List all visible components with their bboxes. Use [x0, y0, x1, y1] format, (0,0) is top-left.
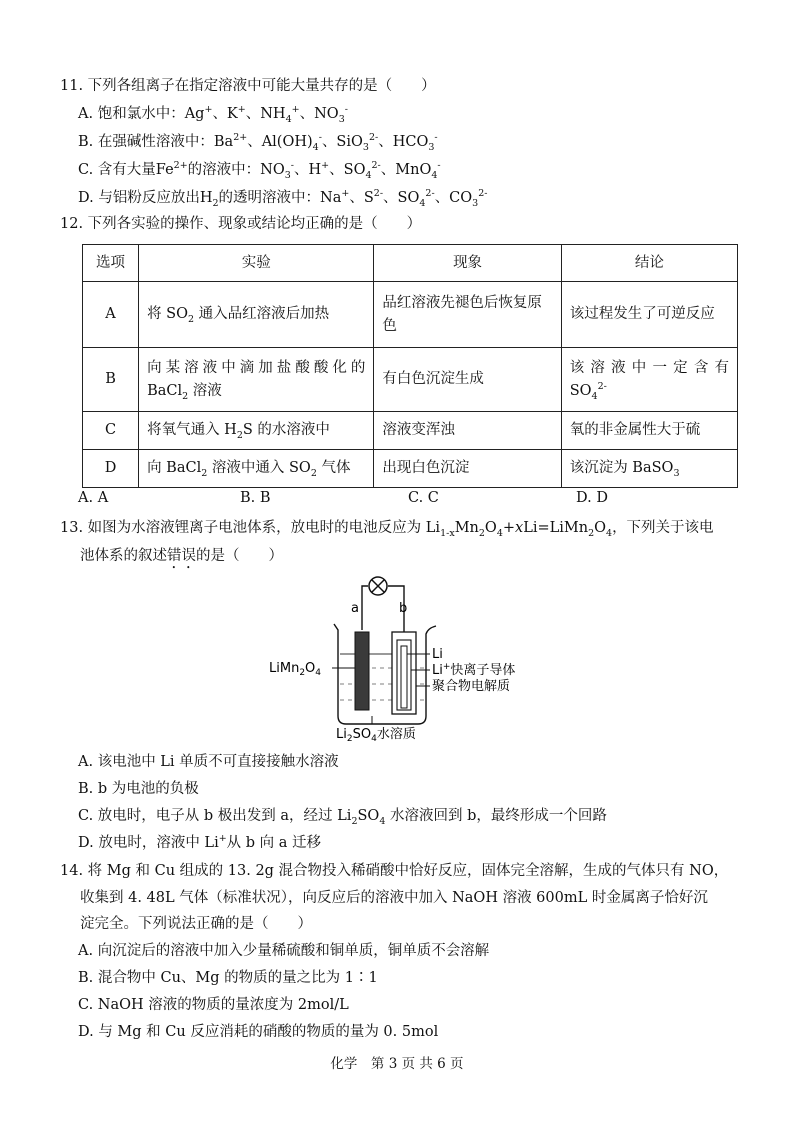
q11-stem: 11. 下列各组离子在指定溶液中可能大量共存的是（ ）	[60, 78, 436, 94]
q14-option-c: C. NaOH 溶液的物质的量浓度为 2mol/L	[78, 997, 349, 1013]
q11-option-b: B. 在强碱性溶液中：$Ba^{2+}$、$Al(OH)_4^-$、SiO$_3^{2-}$、$HCO_3^-$	[78, 132, 438, 153]
row-experiment: 向某溶液中滴加盐酸酸化的 BaCl$_2$ 溶液	[139, 348, 374, 412]
label-li: Li	[432, 647, 443, 662]
bulb-icon	[369, 577, 387, 595]
limn2o4-electrode	[355, 632, 369, 710]
q13-option-d: D. 放电时，溶液中 Li+从 b 向 a 迁移	[78, 833, 322, 851]
q12-choice-b: B. B	[240, 490, 271, 506]
q14-stem-line2: 收集到 4. 48L 气体（标准状况），向反应后的溶液中加入 NaOH 溶液 600mL 时金属离子恰好沉	[80, 890, 708, 906]
table-row	[83, 412, 738, 450]
label-polymer: 聚合物电解质	[432, 679, 511, 694]
row-conclusion: 该过程发生了可逆反应	[561, 282, 737, 348]
label-conductor: Li+快离子导体	[432, 662, 516, 678]
q11-option-d: D. 与铝粉反应放出$H_2$的透明溶液中：Na+、$S^{2-}$、$SO_4^{2-}$、$CO_3^{2-}$	[78, 188, 488, 209]
q14-stem-line1: 14. 将 Mg 和 Cu 组成的 13. 2g 混合物投入稀硝酸中恰好反应，固体完全溶解，生成的气体只有 NO，	[60, 863, 729, 879]
table-row	[83, 348, 738, 412]
label-b: b	[399, 601, 408, 616]
q13-option-b: B. b 为电池的负极	[78, 781, 199, 797]
row-phenomenon: 品红溶液先褪色后恢复原色	[374, 282, 561, 348]
row-conclusion: 该溶液中一定含有 $SO_4^{2-}$	[561, 348, 737, 412]
row-option: B	[83, 348, 139, 412]
row-phenomenon: 有白色沉淀生成	[374, 348, 561, 412]
header-option: 选项	[83, 245, 139, 282]
q14-option-d: D. 与 Mg 和 Cu 反应消耗的硝酸的物质的量为 0. 5mol	[78, 1024, 439, 1040]
table-header-row	[83, 245, 738, 282]
q12-table	[82, 244, 738, 488]
q13-option-c: C. 放电时，电子从 b 极出发到 a，经过 $Li_2SO_4$ 水溶液回到 b，最终形成一个回路	[78, 808, 607, 827]
table-row	[83, 450, 738, 488]
row-phenomenon: 出现白色沉淀	[374, 450, 561, 488]
q14-option-a: A. 向沉淀后的溶液中加入少量稀硫酸和铜单质，铜单质不会溶解	[78, 943, 490, 959]
row-experiment: 将氧气通入 $H_2S$ 的水溶液中	[139, 412, 374, 450]
q13-stem-line1: 13. 如图为水溶液锂离子电池体系，放电时的电池反应为 $Li_{1-x}Mn_2O_4+xLi=LiMn_2O_4$，下列关于该电	[60, 520, 714, 539]
row-phenomenon: 溶液变浑浊	[374, 412, 561, 450]
q14-stem-line3: 淀完全。下列说法正确的是（ ）	[80, 916, 312, 932]
row-conclusion: 氧的非金属性大于硫	[561, 412, 737, 450]
q12-choice-d: D. D	[576, 490, 608, 506]
label-solution: $Li_2SO_4$水溶质	[336, 727, 416, 744]
label-limn2o4: $LiMn_2O_4$	[269, 661, 322, 678]
q13-stem-line2: 池体系的叙述错误的是（ ）	[80, 548, 283, 564]
header-conclusion: 结论	[561, 245, 737, 282]
row-experiment: 向 BaCl$_2$ 溶液中通入 $SO_2$ 气体	[139, 450, 374, 488]
row-experiment: 将 $SO_2$ 通入品红溶液后加热	[139, 282, 374, 348]
row-option: D	[83, 450, 139, 488]
q12-choice-c: C. C	[408, 490, 439, 506]
header-phenomenon: 现象	[374, 245, 561, 282]
battery-diagram	[260, 574, 540, 744]
q13-option-a: A. 该电池中 Li 单质不可直接接触水溶液	[78, 754, 339, 770]
row-option: C	[83, 412, 139, 450]
page-footer: 化学 第 3 页 共 6 页	[330, 1056, 464, 1072]
q12-choice-a: A. A	[78, 490, 109, 506]
q14-option-b: B. 混合物中 Cu、Mg 的物质的量之比为 1∶1	[78, 970, 378, 986]
header-experiment: 实验	[139, 245, 374, 282]
q11-option-c: C. 含有大量$Fe^{2+}$的溶液中：$NO_3^-$、H+、$SO_4^{2-}$、MnO$_4$-	[78, 160, 441, 181]
row-option: A	[83, 282, 139, 348]
label-a: a	[351, 601, 359, 616]
beaker	[334, 624, 436, 724]
q12-stem: 12. 下列各实验的操作、现象或结论均正确的是（ ）	[60, 216, 422, 232]
q11-option-a: A. 饱和氯水中：Ag+、K+、$NH_4^+$、$NO_3^-$	[78, 104, 348, 125]
row-conclusion: 该沉淀为 BaSO$_3$	[561, 450, 737, 488]
table-row	[83, 282, 738, 348]
